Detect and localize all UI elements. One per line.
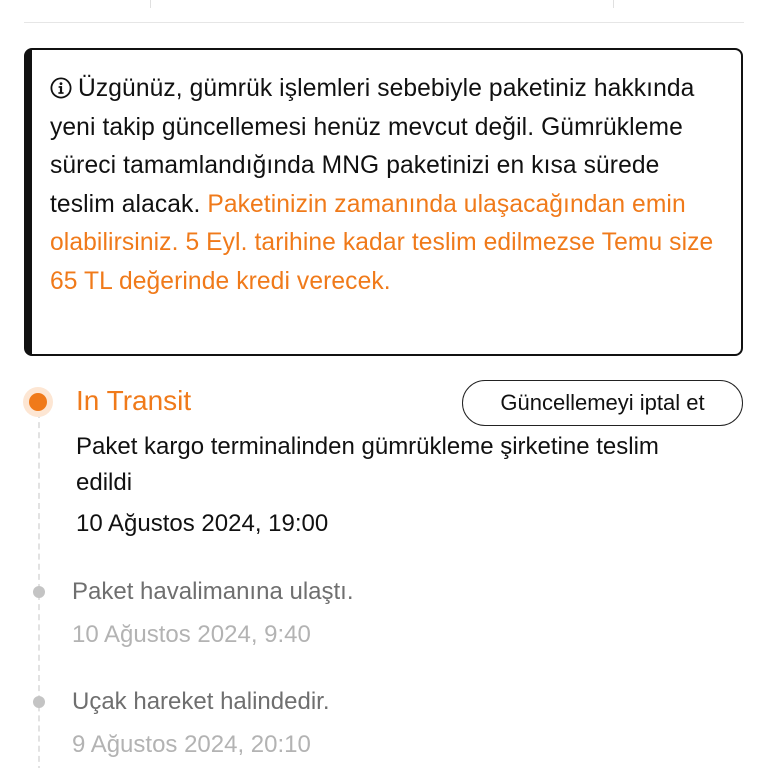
top-tick: [613, 0, 614, 8]
current-status-dot: [29, 393, 47, 411]
event-timestamp: 9 Ağustos 2024, 20:10: [72, 731, 311, 758]
customs-notice: [24, 48, 743, 356]
current-event-description: Paket kargo terminalinden gümrükleme şirketine teslim edildi: [76, 433, 659, 496]
current-status-title: In Transit: [76, 385, 192, 416]
info-icon: [50, 73, 72, 95]
event-description: Uçak hareket halindedir.: [72, 688, 330, 715]
notice-text: [50, 70, 721, 302]
notice-main-text: Üzgünüz, gümrük işlemleri sebebiyle paketiniz hakkında yeni takip güncellemesi henüz mevcut değil. Gümrükleme süreci tamamlandığında MNG paketinizi en kısa sürede teslim alacak.: [50, 75, 695, 218]
event-timestamp: 10 Ağustos 2024, 9:40: [72, 621, 311, 648]
timeline-dot: [33, 696, 45, 708]
cancel-update-button[interactable]: Güncellemeyi iptal et: [462, 380, 743, 426]
current-event-timestamp: 10 Ağustos 2024, 19:00: [76, 510, 329, 537]
event-description: Paket havalimanına ulaştı.: [72, 578, 354, 605]
top-tick: [150, 0, 151, 8]
notice-credit-text: Paketinizin zamanında ulaşacağından emin olabilirsiniz. 5 Eyl. tarihine kadar teslim edilmezse Temu size 65 TL değerinde kredi verecek.: [50, 190, 714, 295]
timeline-dot: [33, 586, 45, 598]
top-divider: [24, 22, 744, 23]
